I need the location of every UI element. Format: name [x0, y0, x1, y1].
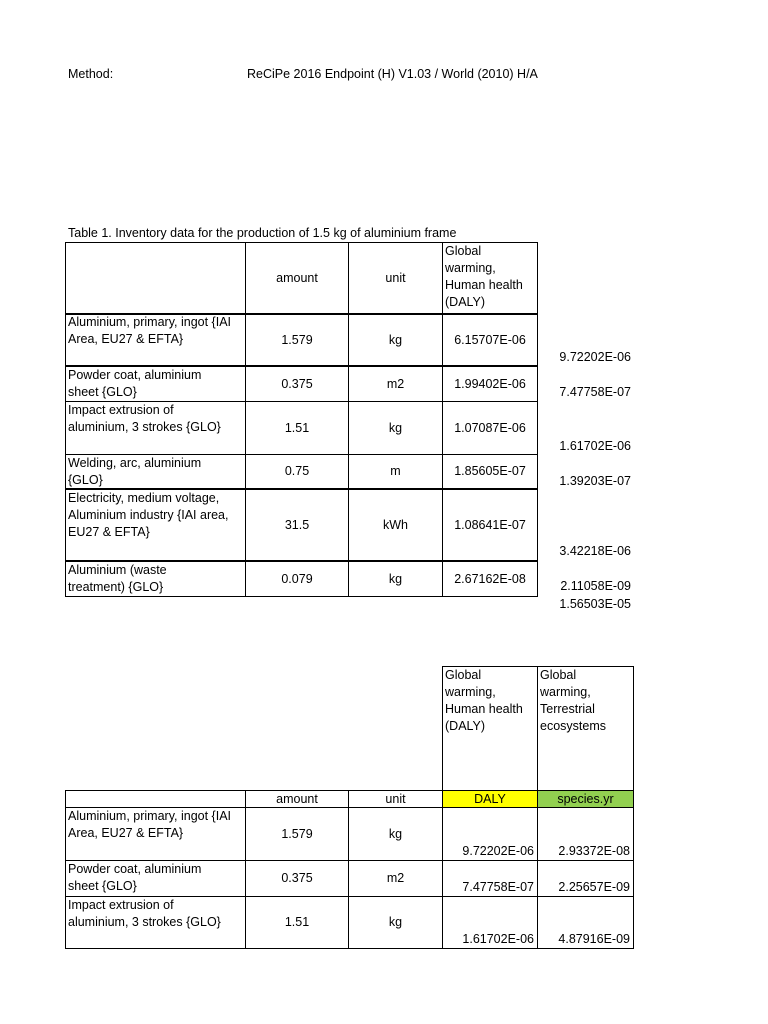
t1-row4-name-l2: {GLO}: [68, 473, 103, 487]
t1-row1-name-l2: Area, EU27 & EFTA}: [68, 332, 184, 346]
t1-row4-name-l1: Welding, arc, aluminium: [68, 456, 202, 470]
t2-row1-daly: 9.72202E-06: [462, 844, 534, 858]
t2-row-name: [66, 861, 245, 895]
t1-row4-unit: m: [390, 464, 401, 478]
t1-row2-name-l1: Powder coat, aluminium: [68, 368, 202, 382]
t2-header-hh-line4: (DALY): [445, 719, 486, 733]
t1-row5-unit: kWh: [383, 517, 408, 532]
t1-row6-name-l2: treatment) {GLO}: [68, 580, 164, 594]
t1-row2-unit: m2: [386, 376, 405, 391]
t1-header-gw-line1: Global: [445, 244, 482, 258]
t1-row2-value: 1.99402E-06: [454, 376, 526, 391]
t1-header-gw-line3: Human health: [445, 278, 523, 292]
side-value: 1.39203E-07: [559, 474, 631, 488]
t1-row3-amount: 1.51: [284, 420, 310, 435]
t1-header-gw-line4: (DALY): [445, 295, 486, 309]
t1-row6-value: 2.67162E-08: [454, 571, 526, 586]
t2-row3-daly: 1.61702E-06: [462, 932, 534, 946]
t2-header-hh-line3: Human health: [445, 702, 523, 716]
t2-row3-name-l1: Impact extrusion of: [68, 898, 174, 912]
t1-row5-value: 1.08641E-07: [454, 517, 526, 532]
t2-row2-amount: 0.375: [281, 871, 313, 885]
side-value: 2.11058E-09: [560, 579, 631, 593]
t1-row-name: [66, 455, 245, 489]
t2-header-amount: amount: [276, 791, 318, 806]
t2-row2-daly: 7.47758E-07: [462, 880, 534, 894]
t1-row4-value: 1.85605E-07: [454, 464, 526, 478]
t1-row2-amount: 0.375: [281, 376, 313, 391]
t2-row3-species: 4.87916E-09: [558, 932, 630, 946]
side-value: 3.42218E-06: [559, 544, 631, 558]
method-value: ReCiPe 2016 Endpoint (H) V1.03 / World (2010) H/A: [247, 67, 538, 81]
t1-row-name: [66, 562, 245, 596]
t2-header-te-line1: Global: [540, 668, 577, 682]
side-value-total: 1.56503E-05: [559, 597, 631, 611]
side-value: 9.72202E-06: [559, 350, 631, 364]
t1-row4-amount: 0.75: [284, 464, 310, 478]
method-label: Method:: [68, 67, 114, 81]
t1-row-name: [66, 402, 245, 436]
t2-header-te-line3: Terrestrial: [540, 702, 595, 716]
t2-header-hh-line1: Global: [445, 668, 482, 682]
t1-row1-name-l1: Aluminium, primary, ingot {IAI: [68, 315, 232, 329]
t1-header-global-warming: [445, 243, 537, 313]
t1-row3-name-l2: aluminium, 3 strokes {GLO}: [68, 420, 221, 434]
t1-row-name: [66, 314, 245, 348]
t1-header-amount: amount: [276, 270, 318, 285]
t1-row-name: [66, 367, 245, 401]
t2-row3-name-l2: aluminium, 3 strokes {GLO}: [68, 915, 221, 929]
t1-row5-name-l3: EU27 & EFTA}: [68, 525, 150, 539]
side-value: 1.61702E-06: [559, 439, 631, 453]
t2-row3-unit: kg: [388, 915, 403, 929]
t2-header-te-line2: warming,: [540, 685, 591, 699]
t1-header-gw-line2: warming,: [445, 261, 496, 275]
t2-row-name: [66, 808, 245, 842]
t2-header-gw-human-health: [445, 667, 537, 737]
t1-row3-name-l1: Impact extrusion of: [68, 403, 174, 417]
t2-header-species: species.yr: [557, 791, 614, 806]
t2-row1-amount: 1.579: [281, 826, 313, 841]
t2-row2-unit: m2: [386, 871, 405, 885]
t2-header-unit: unit: [385, 791, 406, 806]
t2-row3-amount: 1.51: [284, 915, 310, 929]
t2-header-hh-line2: warming,: [445, 685, 496, 699]
t2-row2-name-l2: sheet {GLO}: [68, 879, 137, 893]
t2-row1-unit: kg: [388, 826, 403, 841]
t1-row3-value: 1.07087E-06: [454, 420, 526, 435]
table1-caption: Table 1. Inventory data for the production of 1.5 kg of aluminium frame: [68, 226, 457, 240]
t1-row6-amount: 0.079: [281, 571, 313, 586]
t1-row5-name-l1: Electricity, medium voltage,: [68, 491, 220, 505]
t1-row2-name-l2: sheet {GLO}: [68, 385, 137, 399]
t1-row3-unit: kg: [388, 420, 403, 435]
t2-header-te-line4: ecosystems: [540, 719, 606, 733]
side-value: 7.47758E-07: [559, 385, 631, 399]
t2-header-gw-terrestrial: [540, 667, 633, 737]
t1-row1-value: 6.15707E-06: [454, 332, 526, 347]
t1-row1-unit: kg: [388, 332, 403, 347]
t2-row1-name-l1: Aluminium, primary, ingot {IAI: [68, 809, 232, 823]
t1-row5-name-l2: Aluminium industry {IAI area,: [68, 508, 229, 522]
t2-row1-name-l2: Area, EU27 & EFTA}: [68, 826, 184, 840]
t2-header-daly: DALY: [474, 791, 506, 806]
t2-row2-species: 2.25657E-09: [558, 880, 630, 894]
t2-row1-species: 2.93372E-08: [558, 844, 630, 858]
t1-header-unit: unit: [385, 270, 406, 285]
t2-row2-name-l1: Powder coat, aluminium: [68, 862, 202, 876]
t1-row6-name-l1: Aluminium (waste: [68, 563, 167, 577]
t1-row5-amount: 31.5: [284, 517, 310, 532]
t1-row1-amount: 1.579: [281, 332, 313, 347]
t1-row6-unit: kg: [388, 571, 403, 586]
t2-row-name: [66, 897, 245, 931]
t1-row-name: [66, 490, 245, 541]
